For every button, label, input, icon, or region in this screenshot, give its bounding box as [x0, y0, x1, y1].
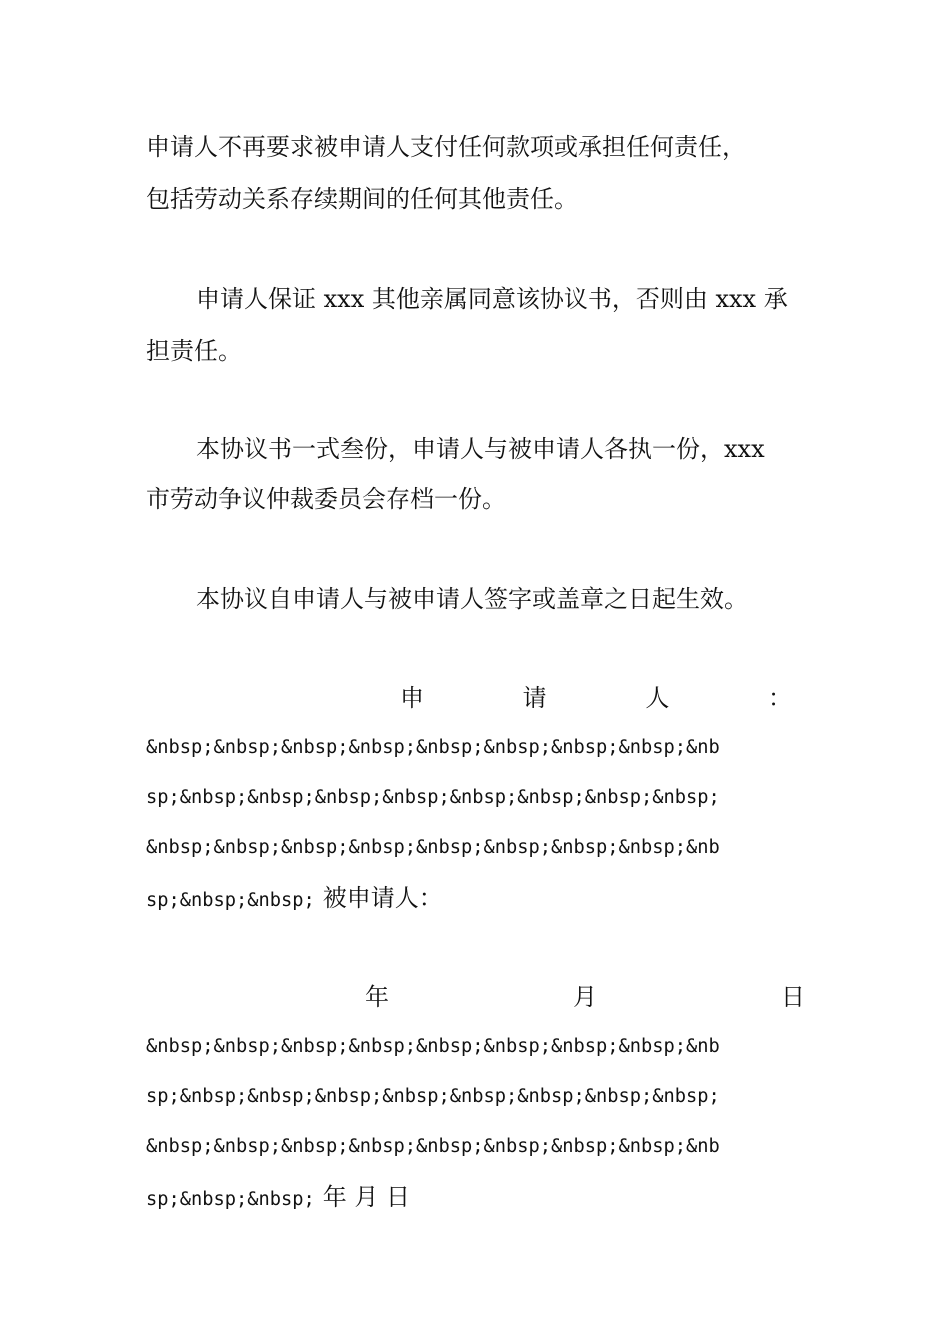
heading-char: 申 [400, 684, 424, 712]
heading-char: 请 [522, 684, 547, 712]
entity-text-fragment: sp;&nbsp;&nbsp; [146, 890, 315, 911]
date-char: 月 [573, 983, 597, 1011]
entity-text-line: &nbsp;&nbsp;&nbsp;&nbsp;&nbsp;&nbsp;&nbsp;&nbsp;&nb [146, 1136, 720, 1157]
paragraph-2-line-2: 担责任。 [146, 337, 242, 365]
applicant-signature-heading [400, 683, 792, 713]
entity-text-line: &nbsp;&nbsp;&nbsp;&nbsp;&nbsp;&nbsp;&nbsp;&nbsp;&nb [146, 837, 720, 858]
paragraph-2-line-1: 申请人保证 xxx 其他亲属同意该协议书，否则由 xxx 承 [196, 285, 788, 313]
date-heading [365, 982, 805, 1012]
entity-text-line: sp;&nbsp;&nbsp;&nbsp;&nbsp;&nbsp;&nbsp;&nbsp;&nbsp; [146, 1086, 720, 1107]
date-signature-line [146, 1182, 806, 1215]
entity-text-fragment: sp;&nbsp;&nbsp; [146, 1189, 315, 1210]
paragraph-1-line-2: 包括劳动关系存续期间的任何其他责任。 [146, 185, 578, 213]
date-label: 年 月 日 [322, 1183, 411, 1211]
date-char: 年 [365, 983, 389, 1011]
date-char: 日 [781, 983, 805, 1011]
heading-char: 人 [645, 684, 670, 712]
respondent-label: 被申请人： [322, 884, 443, 912]
entity-text-line: sp;&nbsp;&nbsp;&nbsp;&nbsp;&nbsp;&nbsp;&nbsp;&nbsp; [146, 787, 720, 808]
paragraph-4-line-1: 本协议自申请人与被申请人签字或盖章之日起生效。 [196, 585, 748, 613]
heading-char: ： [767, 684, 792, 712]
respondent-signature-line [146, 883, 806, 916]
entity-text-line: &nbsp;&nbsp;&nbsp;&nbsp;&nbsp;&nbsp;&nbsp;&nbsp;&nb [146, 737, 720, 758]
paragraph-1-line-1: 申请人不再要求被申请人支付任何款项或承担任何责任， [146, 133, 746, 161]
paragraph-3-line-2: 市劳动争议仲裁委员会存档一份。 [146, 485, 506, 513]
entity-text-line: &nbsp;&nbsp;&nbsp;&nbsp;&nbsp;&nbsp;&nbsp;&nbsp;&nb [146, 1036, 720, 1057]
paragraph-3-line-1: 本协议书一式叁份，申请人与被申请人各执一份，xxx [196, 435, 765, 463]
